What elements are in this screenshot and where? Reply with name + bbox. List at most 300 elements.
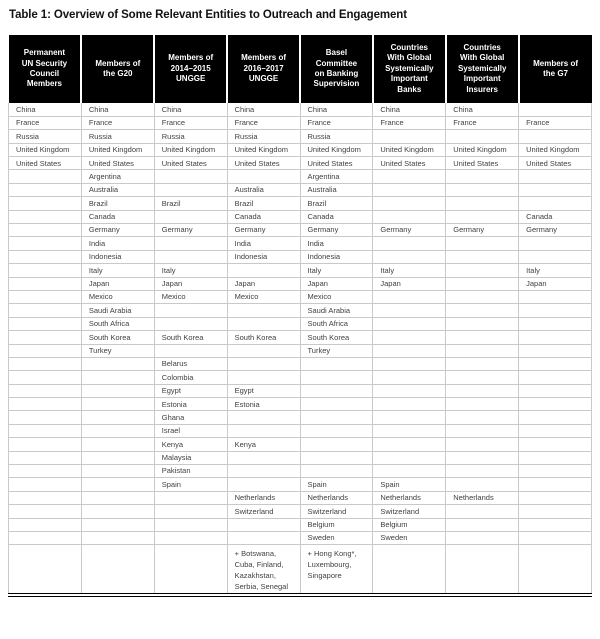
body-cell [373,438,446,451]
header-line: Permanent [23,48,66,58]
body-cell [300,438,373,451]
body-cell: Israel [154,424,227,437]
header-line: Members of [168,53,214,63]
body-cell [227,411,300,424]
body-cell: China [9,103,82,116]
body-cell: Canada [227,210,300,223]
table-row [9,384,592,397]
body-cell [446,170,519,183]
body-cell [9,237,82,250]
body-cell: Russia [227,130,300,143]
body-cell [519,398,592,411]
body-cell: Japan [154,277,227,290]
body-cell [81,532,154,545]
body-cell [9,438,82,451]
body-cell [81,451,154,464]
body-cell [9,532,82,545]
body-cell [227,344,300,357]
body-cell [154,183,227,196]
header-line: Systemically [457,63,507,73]
body-cell [81,518,154,531]
body-cell: China [154,103,227,116]
table-row [9,424,592,437]
body-cell [9,491,82,504]
body-cell: Egypt [227,384,300,397]
body-cell: Mexico [154,290,227,303]
body-cell: United Kingdom [227,143,300,156]
body-cell: Ghana [154,411,227,424]
body-cell [9,384,82,397]
body-cell [227,304,300,317]
body-cell [519,170,592,183]
body-cell [446,290,519,303]
header-line: Council [29,69,60,78]
body-cell [300,424,373,437]
table-row [9,478,592,491]
body-cell: Spain [373,478,446,491]
body-cell [300,398,373,411]
body-cell: South Korea [227,331,300,344]
table-row [9,438,592,451]
body-cell [446,384,519,397]
body-cell [373,237,446,250]
body-cell [519,290,592,303]
body-cell [9,411,82,424]
body-cell [9,371,82,384]
body-cell [9,290,82,303]
body-cell [446,518,519,531]
body-cell [154,170,227,183]
body-cell: Indonesia [227,250,300,263]
body-cell [9,465,82,478]
header-line: With Global [387,53,432,63]
body-cell [446,304,519,317]
body-cell [373,344,446,357]
body-cell: United States [373,157,446,170]
body-cell: Russia [300,130,373,143]
body-cell [446,250,519,263]
body-cell: Egypt [154,384,227,397]
table-row [9,545,592,595]
body-cell: Pakistan [154,465,227,478]
body-cell [446,357,519,370]
body-cell [300,384,373,397]
table-row [9,157,592,170]
body-cell: United Kingdom [154,143,227,156]
header-line: Systemically [385,63,434,73]
body-cell [519,183,592,196]
table-row [9,505,592,518]
body-cell [373,411,446,424]
body-cell: Germany [227,224,300,237]
header-line: the G7 [543,69,569,78]
body-cell: United Kingdom [9,143,82,156]
body-cell: China [446,103,519,116]
table-row [9,398,592,411]
body-cell [373,170,446,183]
table-row [9,130,592,143]
body-cell: Indonesia [81,250,154,263]
body-cell: Italy [154,264,227,277]
body-cell [300,465,373,478]
table-row [9,237,592,250]
header-cell [154,35,227,103]
body-cell [9,250,82,263]
body-cell: Mexico [227,290,300,303]
body-cell: Netherlands [300,491,373,504]
body-cell: Germany [446,224,519,237]
table-row [9,224,592,237]
body-cell: France [154,116,227,129]
header-line: Countries [463,43,501,53]
body-cell [9,331,82,344]
body-cell [519,424,592,437]
body-cell: Canada [300,210,373,223]
body-cell [446,331,519,344]
body-cell: France [9,116,82,129]
body-cell: Germany [81,224,154,237]
body-cell [446,197,519,210]
body-cell [9,357,82,370]
body-cell: + Botswana, Cuba, Finland, Kazakhstan, Serbia, Senegal [227,545,300,595]
body-cell [227,170,300,183]
body-cell [373,331,446,344]
body-cell: South Africa [300,317,373,330]
body-cell [9,170,82,183]
body-cell: China [81,103,154,116]
body-cell: Japan [373,277,446,290]
table-row [9,465,592,478]
body-cell: South Korea [154,331,227,344]
body-cell: South Africa [81,317,154,330]
header-line: With Global [460,53,505,63]
body-cell: Kenya [154,438,227,451]
body-cell: Argentina [81,170,154,183]
header-cell [227,35,300,103]
body-cell: United States [519,157,592,170]
body-cell [154,250,227,263]
header-cell [300,35,373,103]
body-cell: Germany [154,224,227,237]
body-cell [519,505,592,518]
body-cell [519,344,592,357]
body-cell: India [81,237,154,250]
body-cell [227,264,300,277]
body-cell: Russia [81,130,154,143]
body-cell [9,424,82,437]
body-cell [227,465,300,478]
body-cell: Germany [373,224,446,237]
body-cell [81,424,154,437]
body-cell [446,438,519,451]
header-line: Banks [397,84,422,94]
body-cell: Brazil [154,197,227,210]
body-cell: Belgium [373,518,446,531]
body-cell: Switzerland [300,505,373,518]
body-cell: France [446,116,519,129]
body-cell [446,505,519,518]
body-cell: Italy [300,264,373,277]
body-cell: Belgium [300,518,373,531]
body-cell [227,357,300,370]
body-cell [519,331,592,344]
header-line: Insurers [466,84,498,94]
body-cell [446,371,519,384]
body-cell: China [373,103,446,116]
body-cell [9,317,82,330]
body-cell [373,130,446,143]
table-row [9,143,592,156]
body-cell [373,424,446,437]
body-cell [373,451,446,464]
body-cell: Switzerland [227,505,300,518]
body-cell: United Kingdom [373,143,446,156]
table-row [9,170,592,183]
body-cell [9,451,82,464]
body-cell [373,398,446,411]
body-cell: Malaysia [154,451,227,464]
body-cell [373,250,446,263]
body-cell: China [227,103,300,116]
body-cell: Russia [154,130,227,143]
body-cell [373,545,446,595]
body-cell: United States [300,157,373,170]
table-row [9,264,592,277]
body-cell [446,183,519,196]
table-row [9,277,592,290]
body-cell [81,438,154,451]
header-line: the G20 [103,69,133,78]
body-cell [154,344,227,357]
table-row [9,532,592,545]
body-cell: France [81,116,154,129]
header-line: Members of [95,58,141,68]
header-line: Committee [315,58,358,68]
body-cell: Indonesia [300,250,373,263]
body-cell [446,411,519,424]
table-body [9,103,592,595]
body-cell [373,357,446,370]
table-row [9,357,592,370]
body-cell: Spain [300,478,373,491]
body-cell [81,465,154,478]
header-line: UNGGE [248,74,279,84]
body-cell [9,478,82,491]
body-cell: United States [9,157,82,170]
table-row [9,103,592,116]
body-cell [519,103,592,116]
body-cell [227,478,300,491]
body-cell [9,210,82,223]
body-cell [9,505,82,518]
body-cell [519,317,592,330]
body-cell [519,438,592,451]
body-cell [81,371,154,384]
table-row [9,183,592,196]
body-cell [154,545,227,595]
body-cell [519,250,592,263]
body-cell [9,545,82,595]
body-cell: Australia [300,183,373,196]
body-cell [9,518,82,531]
body-cell [154,317,227,330]
body-cell [9,183,82,196]
header-line: Countries [390,43,428,53]
body-cell [519,384,592,397]
body-cell: Japan [227,277,300,290]
body-cell: China [300,103,373,116]
body-cell: Italy [81,264,154,277]
body-cell [373,210,446,223]
body-cell [446,210,519,223]
body-cell: Italy [519,264,592,277]
body-cell: Canada [519,210,592,223]
header-line: on Banking [314,69,359,78]
body-cell: Estonia [154,398,227,411]
body-cell [373,197,446,210]
body-cell [227,451,300,464]
body-cell [446,237,519,250]
header-cell [9,35,82,103]
table-row [9,491,592,504]
body-cell [227,371,300,384]
header-row [9,35,592,103]
body-cell: Netherlands [446,491,519,504]
body-cell: United Kingdom [300,143,373,156]
body-cell: Brazil [81,197,154,210]
header-cell [519,35,592,103]
body-cell [519,491,592,504]
table-row [9,344,592,357]
body-cell: Belarus [154,357,227,370]
body-cell: Germany [519,224,592,237]
body-cell: Australia [81,183,154,196]
body-cell: Argentina [300,170,373,183]
body-cell [227,518,300,531]
body-cell [519,532,592,545]
body-cell: Turkey [300,344,373,357]
body-cell [9,304,82,317]
table-row [9,317,592,330]
body-cell: Brazil [300,197,373,210]
body-cell: Japan [519,277,592,290]
body-cell: France [300,116,373,129]
body-cell [154,210,227,223]
body-cell [81,491,154,504]
table-row [9,304,592,317]
body-cell: Estonia [227,398,300,411]
body-cell: Russia [9,130,82,143]
body-cell: Australia [227,183,300,196]
body-cell [373,304,446,317]
body-cell [81,411,154,424]
body-cell [446,398,519,411]
body-cell [81,505,154,518]
body-cell [446,465,519,478]
header-cell [81,35,154,103]
body-cell [373,384,446,397]
table-row [9,371,592,384]
body-cell [300,451,373,464]
body-cell: India [300,237,373,250]
body-cell [446,545,519,595]
body-cell [519,357,592,370]
body-cell [81,384,154,397]
body-cell [9,398,82,411]
body-cell [154,518,227,531]
table-row [9,411,592,424]
body-cell: Mexico [81,290,154,303]
body-cell [519,451,592,464]
body-cell: Japan [81,277,154,290]
body-cell [81,545,154,595]
body-cell: Germany [300,224,373,237]
body-cell [9,264,82,277]
body-cell: Brazil [227,197,300,210]
body-cell [227,424,300,437]
header-line: Important [463,74,501,84]
header-line: 2014–2015 [170,63,211,73]
body-cell [446,451,519,464]
body-cell [9,224,82,237]
body-cell [519,465,592,478]
body-cell [519,371,592,384]
header-line: Members of [533,58,579,68]
body-cell: Canada [81,210,154,223]
body-cell: United States [154,157,227,170]
body-cell: Sweden [373,532,446,545]
body-cell: South Korea [81,331,154,344]
body-cell [446,424,519,437]
body-cell: Mexico [300,290,373,303]
header-line: Members [26,79,62,89]
header-line: Supervision [313,79,360,89]
body-cell: France [227,116,300,129]
header-line: 2016–2017 [243,63,284,73]
body-cell [373,371,446,384]
body-cell: + Hong Kong*, Luxembourg, Singapore [300,545,373,595]
header-cell [373,35,446,103]
body-cell: South Korea [300,331,373,344]
header-line: Important [390,74,428,84]
body-cell [9,344,82,357]
body-cell [154,532,227,545]
entities-table [8,35,592,597]
body-cell: Saudi Arabia [81,304,154,317]
body-cell: France [373,116,446,129]
body-cell [519,130,592,143]
body-cell [519,478,592,491]
body-cell: Switzerland [373,505,446,518]
body-cell: Sweden [300,532,373,545]
body-cell [519,304,592,317]
table-row [9,331,592,344]
body-cell [300,371,373,384]
body-cell [519,237,592,250]
body-cell: India [227,237,300,250]
body-cell: France [519,116,592,129]
body-cell [373,290,446,303]
body-cell [446,317,519,330]
body-cell: United States [227,157,300,170]
body-cell [154,505,227,518]
body-cell: Netherlands [227,491,300,504]
body-cell: Turkey [81,344,154,357]
body-cell: United States [81,157,154,170]
header-line: UNGGE [176,74,206,84]
body-cell: Spain [154,478,227,491]
body-cell: Japan [300,277,373,290]
